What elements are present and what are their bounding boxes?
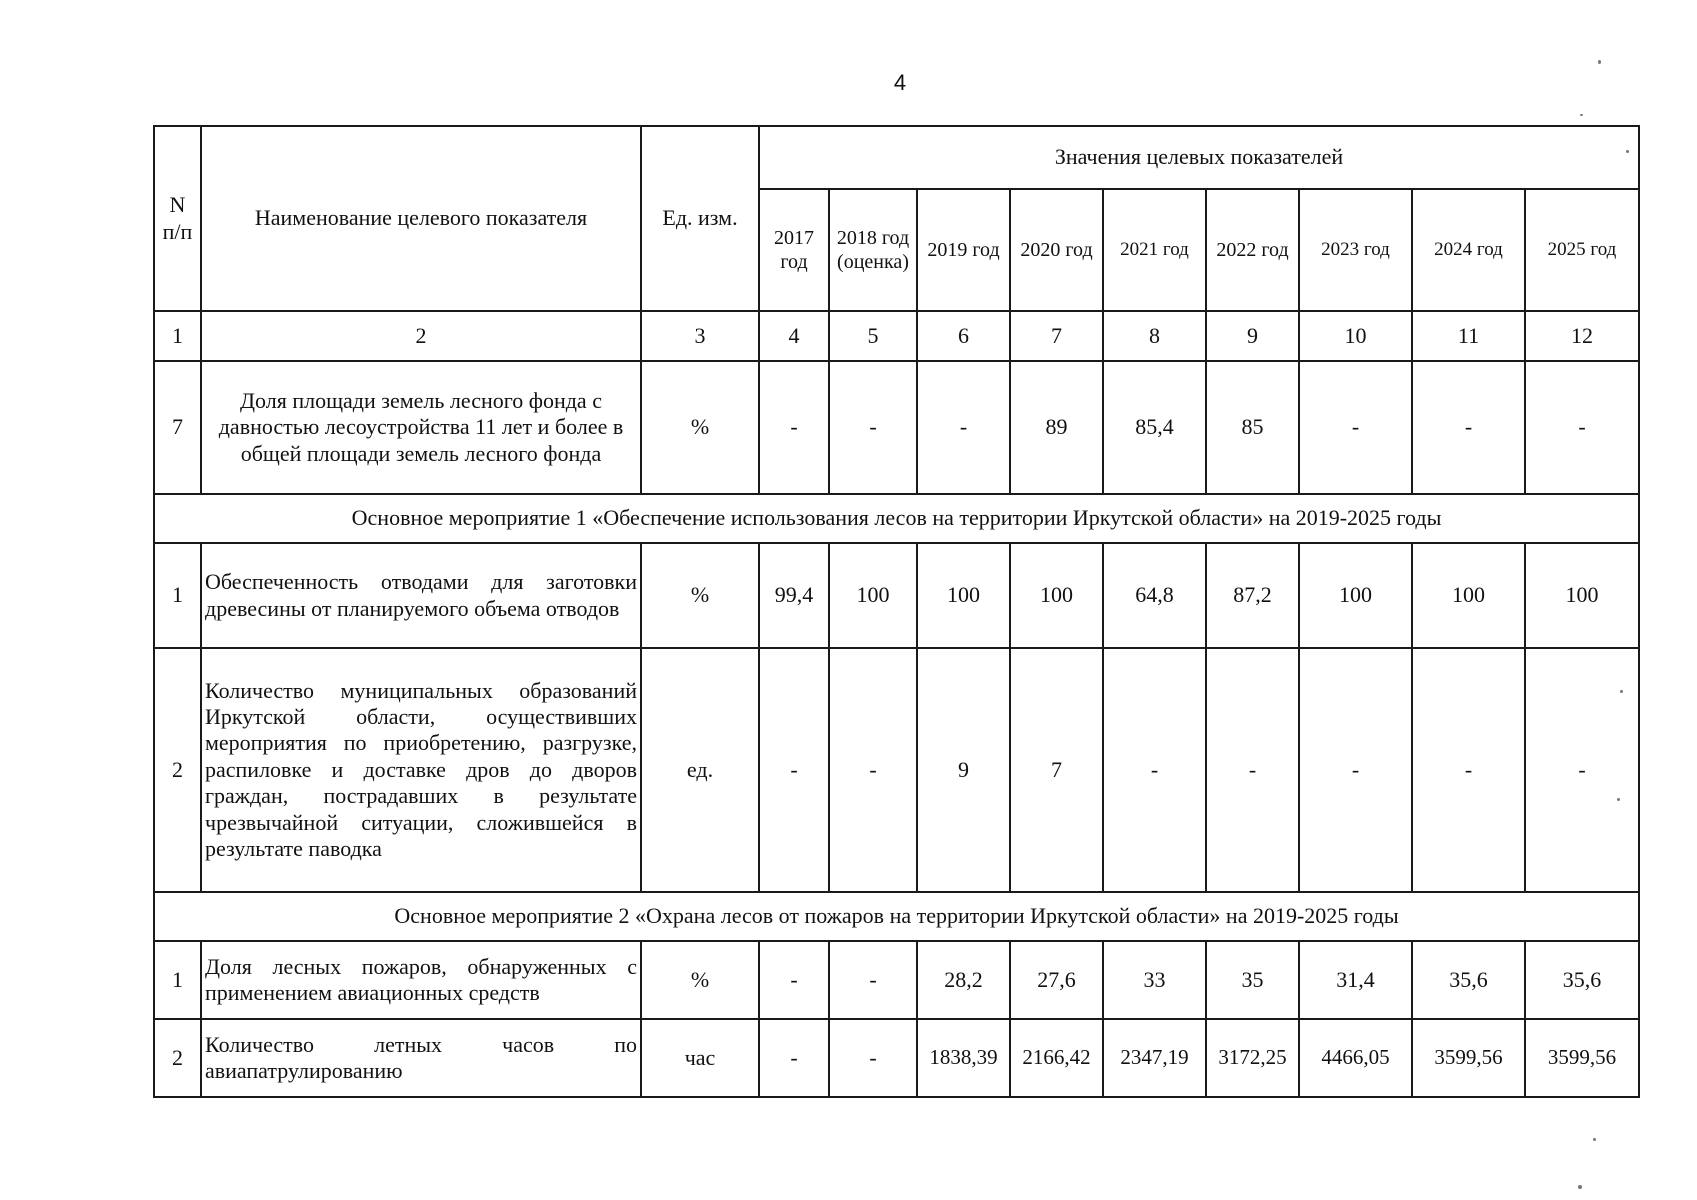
row-value: - (1412, 648, 1525, 892)
row-value: - (759, 648, 829, 892)
row-value: 3599,56 (1412, 1019, 1525, 1097)
row-value: - (829, 941, 917, 1019)
row-value: - (1206, 648, 1299, 892)
row-value: 35,6 (1525, 941, 1639, 1019)
row-unit: % (641, 361, 759, 494)
row-value: 3599,56 (1525, 1019, 1639, 1097)
column-number: 8 (1103, 311, 1206, 361)
row-value: - (1103, 648, 1206, 892)
row-value: - (829, 361, 917, 494)
column-number: 5 (829, 311, 917, 361)
row-value: 87,2 (1206, 543, 1299, 648)
row-value: 85 (1206, 361, 1299, 494)
header-year: 2025 год (1525, 189, 1639, 311)
row-value: 100 (829, 543, 917, 648)
row-unit: час (641, 1019, 759, 1097)
row-name: Количество летных часов по авиапатрулированию (201, 1019, 641, 1097)
row-value: - (1525, 361, 1639, 494)
row-value: - (1525, 648, 1639, 892)
row-unit: % (641, 941, 759, 1019)
table-row (154, 361, 1639, 494)
header-year: 2019 год (917, 189, 1010, 311)
scan-speck (1626, 150, 1629, 153)
row-value: - (1299, 361, 1412, 494)
row-num: 7 (154, 361, 201, 494)
header-unit: Ед. изм. (641, 126, 759, 311)
row-num: 1 (154, 543, 201, 648)
row-value: 35,6 (1412, 941, 1525, 1019)
header-year: 2022 год (1206, 189, 1299, 311)
header-row-top (154, 126, 1639, 189)
column-number: 12 (1525, 311, 1639, 361)
row-value: 28,2 (917, 941, 1010, 1019)
row-value: - (829, 648, 917, 892)
section-1-title: Основное мероприятие 1 «Обеспечение использования лесов на территории Иркутской области» на 2019-2025 годы (154, 494, 1639, 543)
row-name: Доля площади земель лесного фонда с давностью лесоустройства 11 лет и более в общей площади земель лесного фонда (201, 361, 641, 494)
table-row (154, 941, 1639, 1019)
row-value: 31,4 (1299, 941, 1412, 1019)
row-value: 100 (917, 543, 1010, 648)
row-value: 85,4 (1103, 361, 1206, 494)
row-value: 7 (1010, 648, 1103, 892)
row-name: Доля лесных пожаров, обнаруженных с применением авиационных средств (201, 941, 641, 1019)
row-value: 100 (1010, 543, 1103, 648)
row-value: 64,8 (1103, 543, 1206, 648)
table-row (154, 543, 1639, 648)
row-num: 1 (154, 941, 201, 1019)
column-number: 10 (1299, 311, 1412, 361)
row-value: - (759, 941, 829, 1019)
row-num: 2 (154, 648, 201, 892)
row-value: 2347,19 (1103, 1019, 1206, 1097)
column-number: 6 (917, 311, 1010, 361)
header-year: 2023 год (1299, 189, 1412, 311)
row-value: 2166,42 (1010, 1019, 1103, 1097)
header-year: 2021 год (1103, 189, 1206, 311)
column-numbers-row (154, 311, 1639, 361)
scan-speck (1620, 690, 1623, 693)
section-header-row (154, 494, 1639, 543)
row-value: 4466,05 (1299, 1019, 1412, 1097)
row-value: - (1412, 361, 1525, 494)
column-number: 1 (154, 311, 201, 361)
header-values-group: Значения целевых показателей (759, 126, 1639, 189)
column-number: 11 (1412, 311, 1525, 361)
column-number: 3 (641, 311, 759, 361)
row-value: 100 (1412, 543, 1525, 648)
scan-speck (1598, 60, 1601, 64)
row-value: 35 (1206, 941, 1299, 1019)
row-value: 100 (1299, 543, 1412, 648)
target-indicators-table (153, 125, 1640, 1098)
row-num: 2 (154, 1019, 201, 1097)
row-value: - (917, 361, 1010, 494)
row-name: Количество муниципальных образований Иркутской области, осуществивших мероприятия по приобретению, разгрузке, распиловке и доставке дров до дворов граждан, пострадавших в результате чрезвычайной ситуации, сложившейся в результате паводка (201, 648, 641, 892)
row-value: 99,4 (759, 543, 829, 648)
column-number: 2 (201, 311, 641, 361)
row-value: 1838,39 (917, 1019, 1010, 1097)
row-value: - (829, 1019, 917, 1097)
row-name: Обеспеченность отводами для заготовки древесины от планируемого объема отводов (201, 543, 641, 648)
column-number: 4 (759, 311, 829, 361)
scan-speck (1617, 798, 1620, 801)
table-row (154, 1019, 1639, 1097)
scan-speck (1580, 114, 1583, 116)
column-number: 7 (1010, 311, 1103, 361)
row-value: - (759, 361, 829, 494)
section-header-row (154, 892, 1639, 941)
table-row (154, 648, 1639, 892)
scan-speck (1578, 1185, 1582, 1189)
scan-speck (1593, 1138, 1596, 1141)
row-value: - (759, 1019, 829, 1097)
page-number: 4 (893, 70, 907, 95)
header-num: N п/п (154, 126, 201, 311)
header-year: 2018 год (оценка) (829, 189, 917, 311)
header-year: 2017 год (759, 189, 829, 311)
row-value: 100 (1525, 543, 1639, 648)
row-unit: ед. (641, 648, 759, 892)
row-value: 27,6 (1010, 941, 1103, 1019)
header-year: 2020 год (1010, 189, 1103, 311)
column-number: 9 (1206, 311, 1299, 361)
row-value: 89 (1010, 361, 1103, 494)
header-name: Наименование целевого показателя (201, 126, 641, 311)
row-value: 3172,25 (1206, 1019, 1299, 1097)
section-2-title: Основное мероприятие 2 «Охрана лесов от пожаров на территории Иркутской области» на 2019-2025 годы (154, 892, 1639, 941)
row-value: - (1299, 648, 1412, 892)
row-value: 9 (917, 648, 1010, 892)
header-year: 2024 год (1412, 189, 1525, 311)
row-value: 33 (1103, 941, 1206, 1019)
row-unit: % (641, 543, 759, 648)
